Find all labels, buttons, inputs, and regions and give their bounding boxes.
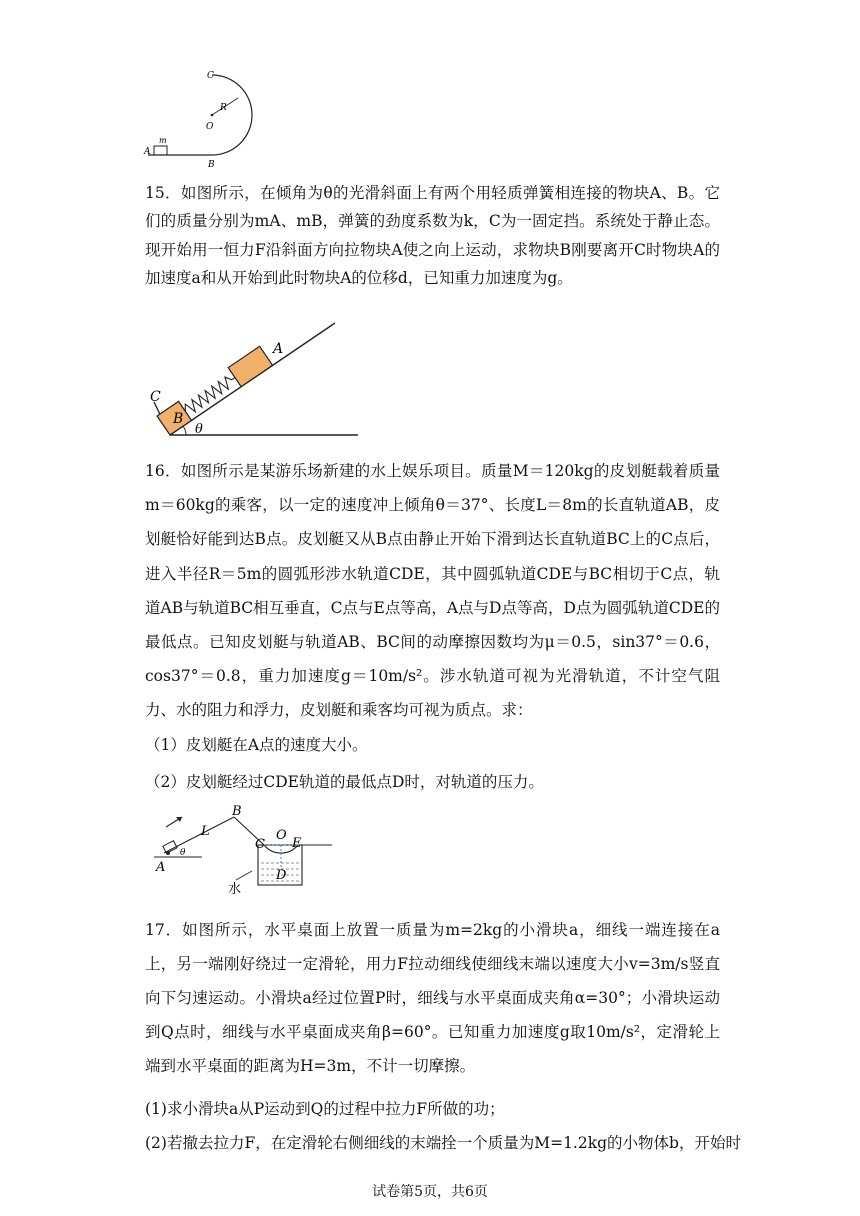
figure-q15 xyxy=(140,315,370,445)
label-r: R xyxy=(220,103,227,113)
label-block-a: A xyxy=(273,341,284,357)
label-theta: θ xyxy=(180,848,186,858)
question-16-sub1: （1）皮划艇在A点的速度大小。 xyxy=(145,736,368,754)
label-b: B xyxy=(232,805,242,819)
question-17-sub1: (1)求小滑块a从P运动到Q的过程中拉力F所做的功； xyxy=(145,1100,505,1118)
question-15-text: 15．如图所示，在倾角为θ的光滑斜面上有两个用轻质弹簧相连接的物块A、B。它们的质量分别为mA、mB，弹簧的劲度系数为k，C为一固定挡。系统处于静止态。现开始用一恒力F沿斜面方向拉物块A使之向上运动，求物块B刚要离开C时物块A的加速度a和从开始到此时物块A的位移d，已知重力加速度为g。 xyxy=(145,184,720,288)
label-c: C xyxy=(207,71,214,81)
label-l: L xyxy=(201,824,210,839)
question-16-sub2: （2）皮划艇经过CDE轨道的最低点D时，对轨道的压力。 xyxy=(145,773,544,791)
incline-spring-diagram xyxy=(140,315,370,445)
label-water: 水 xyxy=(228,882,242,897)
label-e: E xyxy=(292,836,302,851)
water-ride-diagram xyxy=(148,805,343,900)
label-theta: θ xyxy=(195,422,203,437)
figure-q16 xyxy=(148,805,343,900)
label-a: A xyxy=(144,147,151,157)
figure-q14 xyxy=(140,70,270,170)
question-17-text: 17．如图所示，水平桌面上放置一质量为m=2kg的小滑块a，细线一端连接在a上，另一端刚好绕过一定滑轮，用力F拉动细线使细线末端以速度大小v=3m/s竖直向下匀速运动。小滑块a经过位置P时，细线与水平桌面成夹角α=30°；小滑块运动到Q点时，细线与水平桌面成夹角β=60°。已知重力加速度g取10m/s²，定滑轮上端到水平桌面的距离为H=3m，不计一切摩擦。 xyxy=(145,921,720,1075)
label-m: m xyxy=(159,136,167,145)
label-b: B xyxy=(208,160,215,170)
question-16-text: 16．如图所示是某游乐场新建的水上娱乐项目。质量M＝120kg的皮划艇载着质量m＝60kg的乘客，以一定的速度冲上倾角θ＝37°、长度L＝8m的长直轨道AB，皮划艇恰好能到达B点。皮划艇又从B点由静止开始下滑到达长直轨道BC上的C点后，进入半径R＝5m的圆弧形涉水轨道CDE，其中圆弧轨道CDE与BC相切于C点，轨道AB与轨道BC相互垂直，C点与E点等高，A点与D点等高，D点为圆弧轨道CDE的最低点。已知皮划艇与轨道AB、BC间的动摩擦因数均为μ＝0.5，sin37°＝0.6，cos37°＝0.8，重力加速度g＝10m/s²。涉水轨道可视为光滑轨道，不计空气阻力、水的阻力和浮力，皮划艇和乘客均可视为质点。求： xyxy=(145,462,720,720)
label-block-b: B xyxy=(173,411,184,427)
label-a: A xyxy=(156,860,166,875)
question-17-sub2: (2)若撤去拉力F，在定滑轮右侧细线的末端拴一个质量为M=1.2kg的小物体b，开始时 xyxy=(145,1134,741,1152)
label-stop-c: C xyxy=(150,389,161,405)
label-o: O xyxy=(206,122,214,132)
label-o: O xyxy=(276,828,287,843)
label-d: D xyxy=(276,868,287,883)
page-footer: 试卷第5页，共6页 xyxy=(372,1184,488,1200)
loop-track-diagram xyxy=(140,70,270,170)
label-c: C xyxy=(255,837,265,852)
